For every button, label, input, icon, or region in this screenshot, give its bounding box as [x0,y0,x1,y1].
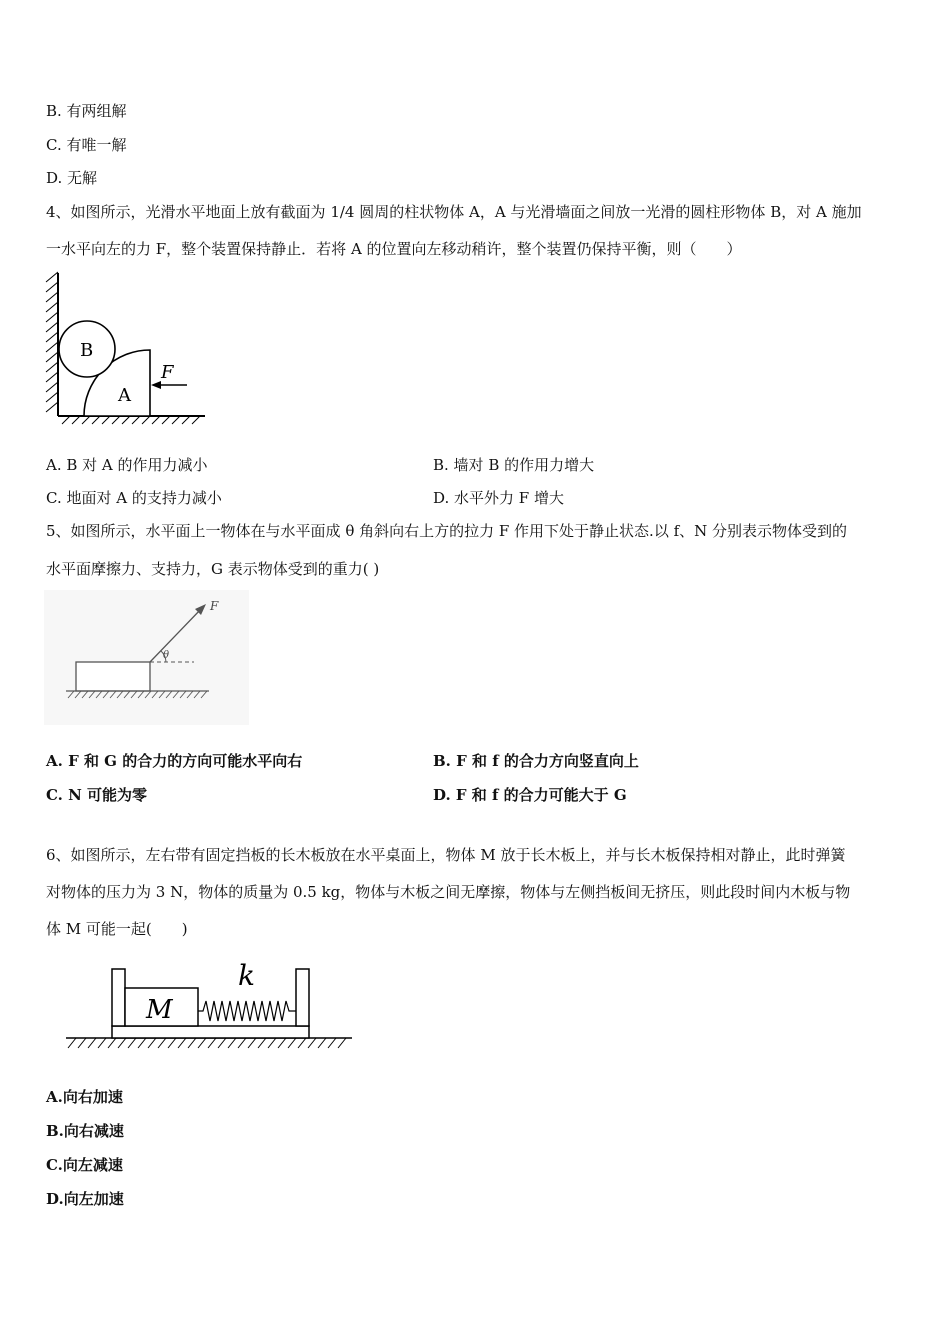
q6-label-k: k [238,959,255,992]
q3-option-d: D. 无解 [46,169,98,187]
q4-figure [40,268,210,428]
q4-option-c: C. 地面对 A 的支持力减小 [46,489,222,507]
q4-option-d: D. 水平外力 F 增大 [433,489,564,507]
q5-label-theta: θ [163,650,170,661]
q6-option-c: C.向左减速 [46,1156,123,1174]
q6-stem-line2: 对物体的压力为 3 N，物体的质量为 0.5 kg，物体与木板之间无摩擦，物体与左侧挡板间无挤压，则此段时间内木板与物 [46,883,851,901]
q5-stem-line2: 水平面摩擦力、支持力，G 表示物体受到的重力( ) [46,560,380,578]
q4-stem-line2: 一水平向左的力 F，整个装置保持静止．若将 A 的位置向左移动稍许，整个装置仍保持平衡，则（ ） [46,240,742,258]
q3-option-c: C. 有唯一解 [46,136,127,154]
q6-long-board [112,1026,309,1038]
q4-ground-hatching [62,416,200,424]
q6-stem-line1: 6、如图所示，左右带有固定挡板的长木板放在水平桌面上，物体 M 放于长木板上，并与长木板保持相对静止，此时弹簧 [46,846,846,864]
q5-stem-line1: 5、如图所示，水平面上一物体在与水平面成 θ 角斜向右上方的拉力 F 作用下处于静止状态.以 f、N 分别表示物体受到的 [46,522,848,540]
q6-option-d: D.向左加速 [46,1190,124,1208]
q4-wall-hatching [46,272,58,412]
q4-label-f: F [161,362,174,383]
q5-option-c: C. N 可能为零 [46,786,148,804]
q4-label-a: A [118,385,131,406]
q5-figure [44,590,249,725]
q6-stem-line3: 体 M 可能一起( ) [46,920,188,938]
q3-option-b: B. 有两组解 [46,102,127,120]
q5-label-f: F [210,599,219,613]
q6-left-baffle [112,969,125,1026]
q6-option-a: A.向右加速 [46,1088,123,1106]
q5-option-d: D. F 和 f 的合力可能大于 G [433,786,627,804]
q6-label-m: M [146,995,173,1025]
q4-option-b: B. 墙对 B 的作用力增大 [433,456,595,474]
q4-label-b: B [80,340,94,361]
q6-right-baffle [296,969,309,1026]
q5-option-b: B. F 和 f 的合力方向竖直向上 [433,752,639,770]
q4-arrowhead [151,381,161,389]
q6-ground-hatching [68,1038,346,1048]
q6-spring [198,1001,296,1021]
q5-option-a: A. F 和 G 的合力的方向可能水平向右 [46,752,303,770]
q4-option-a: A. B 对 A 的作用力减小 [46,456,208,474]
q6-figure [60,955,360,1055]
q6-option-b: B.向右减速 [46,1122,124,1140]
q4-stem-line1: 4、如图所示，光滑水平地面上放有截面为 1/4 圆周的柱状物体 A，A 与光滑墙面之间放一光滑的圆柱形物体 B，对 A 施加 [46,203,862,221]
q5-block [76,662,150,691]
